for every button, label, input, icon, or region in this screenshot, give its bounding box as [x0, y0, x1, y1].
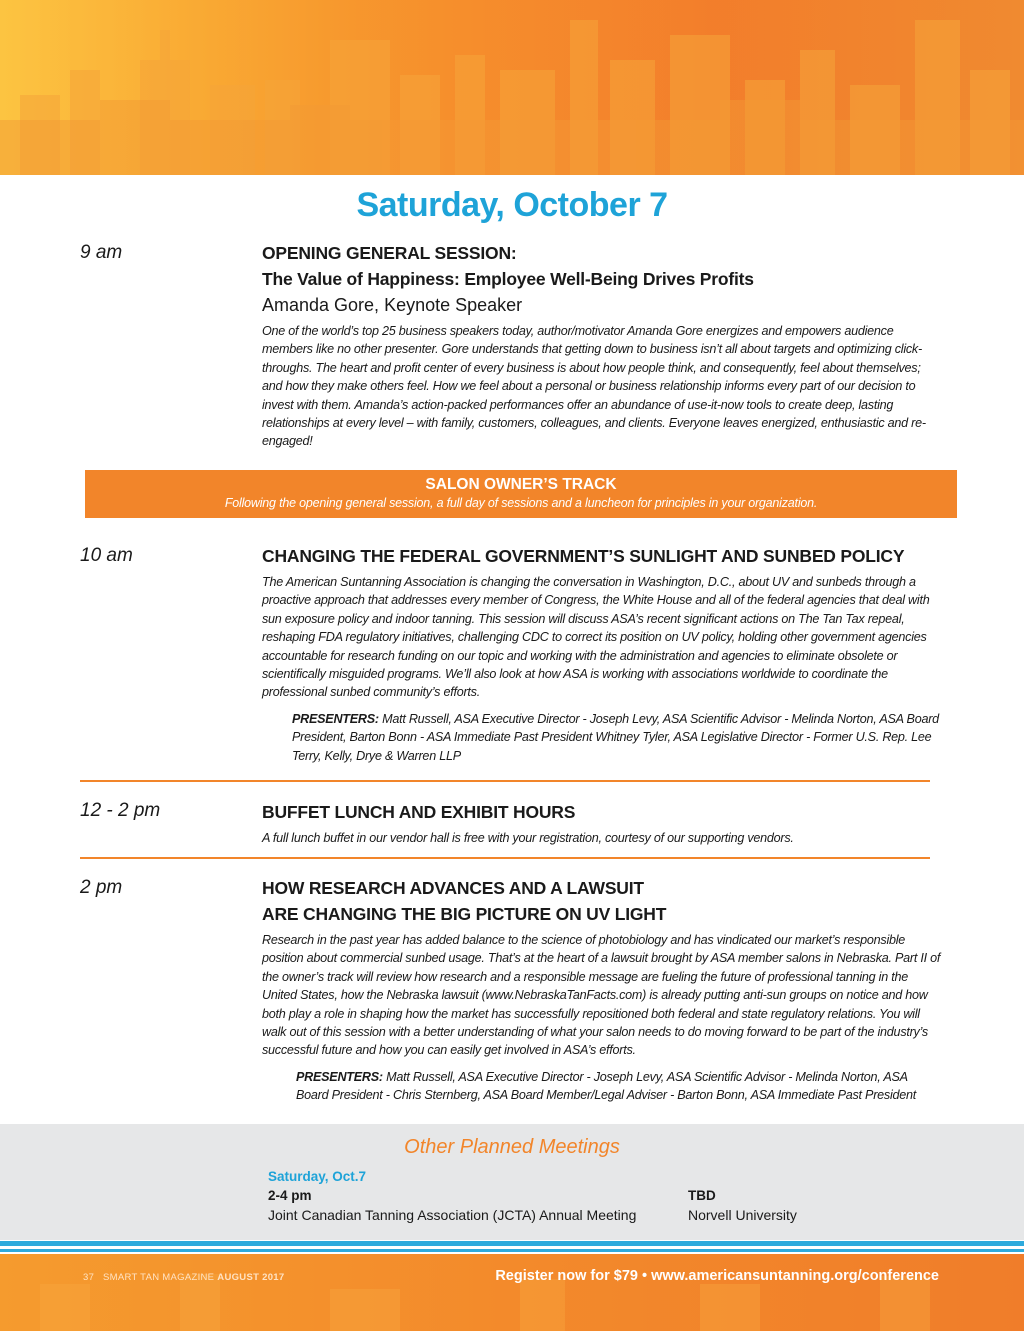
- header-skyline-banner: [0, 0, 1024, 175]
- session-title: HOW RESEARCH ADVANCES AND A LAWSUIT: [262, 878, 644, 898]
- footer-banner: [0, 1254, 1024, 1331]
- session-time: 10 am: [80, 545, 133, 566]
- presenters-list: Matt Russell, ASA Executive Director - Joseph Levy, ASA Scientific Advisor - Melinda Norton, ASA Board President - Chris Sternberg, ASA Board Member/Legal Adviser - Barton Bonn, ASA Immediate Past President: [296, 1069, 916, 1103]
- other-planned-meetings-panel: [0, 1124, 1024, 1240]
- session-time: 9 am: [80, 242, 123, 263]
- section-divider: [80, 780, 930, 782]
- session-time: 2 pm: [80, 877, 123, 898]
- session-federal-policy: [262, 543, 942, 765]
- session-title: BUFFET LUNCH AND EXHIBIT HOURS: [262, 802, 576, 822]
- session-buffet-lunch: [262, 799, 942, 847]
- meeting-time: 2-4 pm: [268, 1188, 312, 1203]
- session-title: CHANGING THE FEDERAL GOVERNMENT’S SUNLIGHT AND SUNBED POLICY: [262, 546, 905, 566]
- register-link[interactable]: Register now for $79 • www.americansuntanning.org/conference: [495, 1268, 939, 1284]
- footer-divider-line: [0, 1249, 1024, 1252]
- presenters-label: PRESENTERS:: [296, 1069, 383, 1084]
- meeting-tbd: TBD: [688, 1188, 716, 1203]
- session-presenters: [296, 1068, 936, 1105]
- track-title: SALON OWNER’S TRACK: [425, 476, 617, 493]
- session-description: The American Suntanning Association is changing the conversation in Washington, D.C., about UV and sunbeds through a proactive approach that addresses every member of Congress, the White House and all of the federal agencies that deal with sun exposure policy and indoor tanning. This session will discuss ASA’s recent significant actions on The Tan Tax repeal, reshaping FDA regulatory initiatives, challenging CDC to correct its position on UV policy, holding other government agencies accountable for research funding on our topic and working with the administration and agencies to eliminate obsolete or scientifically misguided programs. We’ll also look at how ASA is working with associations worldwide to coordinate the professional sunbed community’s efforts.: [262, 575, 930, 700]
- magazine-name: SMART TAN MAGAZINE: [103, 1272, 215, 1283]
- issue-date: AUGUST 2017: [217, 1272, 285, 1283]
- section-divider: [80, 857, 930, 859]
- session-description: One of the world’s top 25 business speakers today, author/motivator Amanda Gore energizes and empowers audience members like no other presenter. Gore understands that getting down to business isn’t all about targets and optimizing click-throughs. The heart and profit center of every business is about how people think, and consequently, feel about themselves; and how they make others feel. How we feel about a personal or business relationship informs every part of our decision to invest with them. Amanda’s action-packed performances offer an abundance of use-it-now tools to create deep, lasting relationships at every level – with family, customers, colleagues, and clients. Everyone leaves energized, enthusiastic and re-engaged!: [262, 324, 926, 449]
- skyline-illustration: [0, 0, 1024, 175]
- other-meetings-title: Other Planned Meetings: [404, 1136, 620, 1158]
- session-speaker: Amanda Gore, Keynote Speaker: [262, 295, 523, 315]
- session-description: Research in the past year has added balance to the science of photobiology and has vindicated our market’s responsible position about commercial sunbed usage. That’s at the heart of a lawsuit brought by ASA member salons in Nebraska. Part II of the owner’s track will review how research and a responsible message are fueling the future of professional tanning in the United States, how the Nebraska lawsuit (www.NebraskaTanFacts.com) is already putting anti-sun groups on notice and how both play a role in shaping how the market has successfully repositioned both federal and state regulatory relations. You will walk out of this session with a better understanding of what your salon needs to do moving forward to be part of the industry’s successful future and how you can easily get involved in ASA’s efforts.: [262, 933, 941, 1058]
- footer-skyline-illustration: [0, 1254, 1024, 1331]
- footer-page-info: [83, 1272, 284, 1283]
- session-description: A full lunch buffet in our vendor hall is free with your registration, courtesy of our supporting vendors.: [262, 831, 794, 845]
- session-subtitle: The Value of Happiness: Employee Well-Being Drives Profits: [262, 269, 754, 289]
- presenters-label: PRESENTERS:: [292, 711, 379, 726]
- meeting-date: Saturday, Oct.7: [268, 1169, 367, 1184]
- page-number: 37: [83, 1272, 95, 1283]
- session-opening-general: [262, 240, 942, 451]
- session-subtitle: ARE CHANGING THE BIG PICTURE ON UV LIGHT: [262, 904, 667, 924]
- presenters-list: Matt Russell, ASA Executive Director - Joseph Levy, ASA Scientific Advisor - Melinda Norton, ASA Board President, Barton Bonn - ASA Immediate Past President Whitney Tyler, ASA Legislative Director - Former U.S. Rep. Lee Terry, Kelly, Drye & Warren LLP: [292, 711, 939, 763]
- session-research-lawsuit: [262, 875, 942, 1105]
- footer-divider-line: [0, 1241, 1024, 1246]
- session-title: OPENING GENERAL SESSION:: [262, 243, 517, 263]
- session-presenters: [292, 710, 942, 766]
- meeting-location: Norvell University: [688, 1207, 797, 1223]
- session-time: 12 - 2 pm: [80, 800, 161, 821]
- day-title: Saturday, October 7: [356, 186, 668, 224]
- salon-owners-track-banner: [85, 470, 957, 518]
- meeting-name: Joint Canadian Tanning Association (JCTA) Annual Meeting: [268, 1207, 637, 1223]
- track-subtitle: Following the opening general session, a full day of sessions and a luncheon for principles in your organization.: [224, 496, 818, 510]
